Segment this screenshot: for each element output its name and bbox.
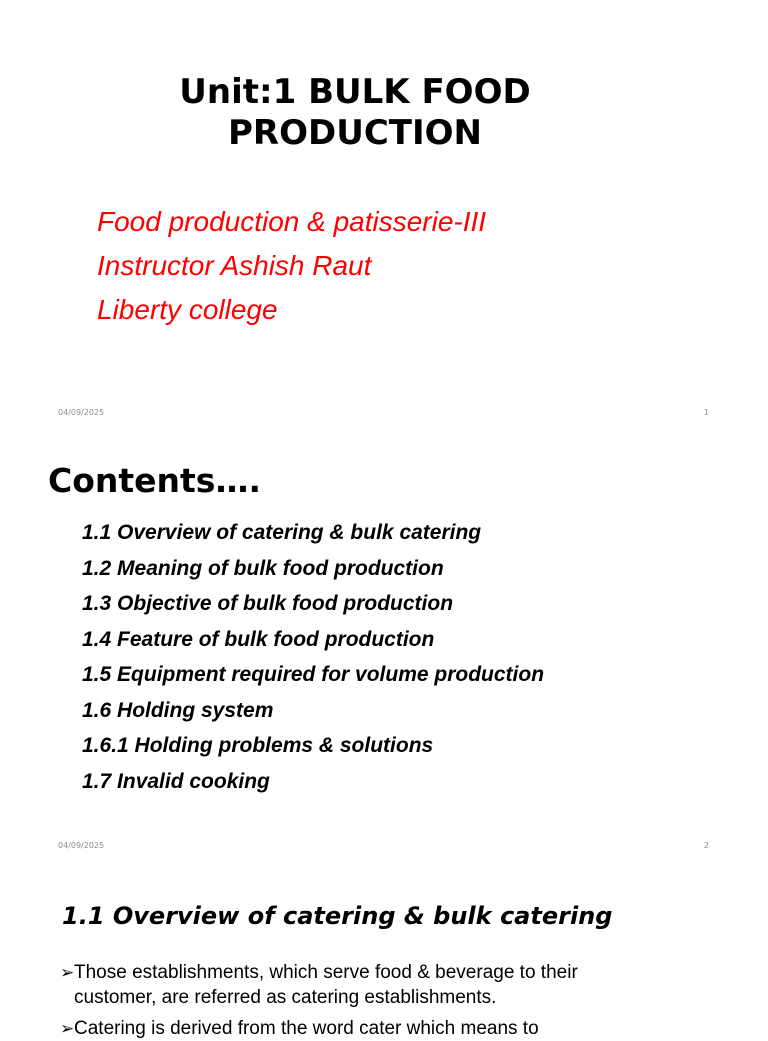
slide-2 bbox=[0, 433, 768, 866]
slide-subtitle bbox=[97, 200, 486, 332]
slide-3 bbox=[0, 866, 768, 1039]
slide-1 bbox=[0, 0, 768, 433]
bullet-text: Those establishments, which serve food & beverage to their customer, are referred as catering establishments. bbox=[74, 962, 578, 1008]
list-item: 1.7 Invalid cooking bbox=[82, 769, 270, 793]
arrow-bullet-icon: ➢ bbox=[60, 963, 75, 982]
list-item: 1.1 Overview of catering & bulk catering bbox=[82, 521, 482, 544]
list-item: 1.2 Meaning of bulk food production bbox=[82, 556, 444, 580]
list-item: 1.4 Feature of bulk food production bbox=[82, 627, 435, 651]
page-number: 2 bbox=[703, 841, 709, 850]
footer-date: 04/09/2025 bbox=[58, 408, 105, 417]
list-item: 1.5 Equipment required for volume production bbox=[82, 663, 545, 686]
college-name: Liberty college bbox=[97, 294, 278, 325]
slide-title: Unit:1 BULK FOOD PRODUCTION bbox=[179, 72, 531, 153]
bullet-text: Catering is derived from the word cater which means to bbox=[74, 1018, 539, 1039]
section-heading: 1.1 Overview of catering & bulk catering bbox=[62, 902, 613, 930]
course-name: Food production & patisserie-III bbox=[97, 206, 487, 237]
footer-date: 04/09/2025 bbox=[58, 841, 105, 850]
arrow-bullet-icon: ➢ bbox=[60, 1019, 75, 1038]
contents-list bbox=[82, 515, 544, 799]
list-item: 1.3 Objective of bulk food production bbox=[82, 592, 454, 615]
list-item: 1.6.1 Holding problems & solutions bbox=[82, 734, 434, 757]
instructor-name: Instructor Ashish Raut bbox=[97, 250, 372, 281]
bullet-point bbox=[60, 960, 660, 1010]
page-number: 1 bbox=[703, 408, 709, 417]
bullet-point bbox=[60, 1016, 660, 1041]
contents-title: Contents…. bbox=[48, 461, 261, 500]
list-item: 1.6 Holding system bbox=[82, 698, 274, 722]
